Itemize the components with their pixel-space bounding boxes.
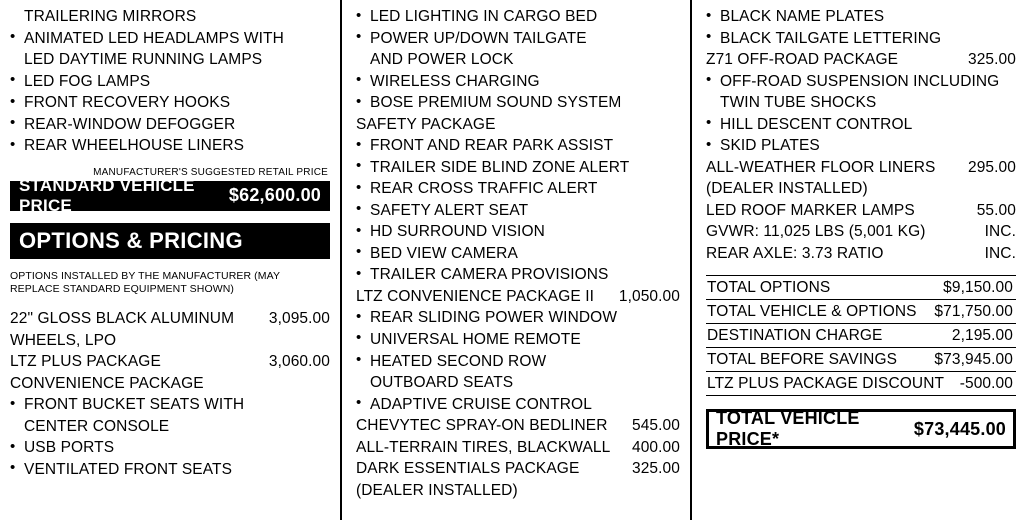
option-price: 400.00 — [631, 438, 680, 456]
option-price-row-inner — [10, 351, 330, 373]
option-line: • FRONT AND REAR PARK ASSIST — [356, 135, 680, 157]
total-row-label: TOTAL OPTIONS — [707, 278, 831, 296]
option-name: REAR AXLE: 3.73 RATIO — [706, 244, 884, 262]
option-price-row — [10, 308, 330, 330]
option-line: CENTER CONSOLE — [24, 417, 170, 435]
total-row-value: 2,195.00 — [951, 326, 1013, 344]
left-column — [0, 0, 340, 520]
option-line: • WIRELESS CHARGING — [356, 71, 680, 93]
option-price: 325.00 — [967, 51, 1016, 69]
total-row-value: $9,150.00 — [943, 278, 1013, 296]
option-price: 55.00 — [976, 201, 1016, 219]
right-column — [690, 0, 1024, 520]
option-price-row — [356, 415, 680, 437]
standard-vehicle-price-label: STANDARD VEHICLE PRICE — [19, 175, 195, 215]
option-line: • REAR CROSS TRAFFIC ALERT — [356, 178, 680, 200]
option-line: • TRAILER CAMERA PROVISIONS — [356, 264, 680, 286]
standard-equipment-list — [10, 6, 330, 157]
total-vehicle-price-value: $73,445.00 — [913, 418, 1006, 439]
option-line: WHEELS, LPO — [10, 331, 117, 349]
option-line: TRAILERING MIRRORS — [24, 8, 197, 25]
option-price-row-inner — [706, 49, 1016, 71]
option-line: (DEALER INSTALLED) — [356, 481, 518, 499]
option-name: ALL-TERRAIN TIRES, BLACKWALL — [356, 438, 611, 456]
option-line: • REAR SLIDING POWER WINDOW — [356, 307, 680, 329]
option-name: GVWR: 11,025 LBS (5,001 KG) — [706, 223, 926, 241]
totals-table — [706, 275, 1016, 396]
option-line: AND POWER LOCK — [370, 51, 514, 69]
option-price-row-inner — [10, 308, 330, 330]
option-name: CHEVYTEC SPRAY-ON BEDLINER — [356, 417, 608, 435]
option-line: SAFETY PACKAGE — [356, 115, 496, 133]
option-line: • ADAPTIVE CRUISE CONTROL — [356, 394, 680, 416]
option-name: LED ROOF MARKER LAMPS — [706, 201, 915, 219]
left-options-list — [10, 308, 330, 480]
option-name: Z71 OFF-ROAD PACKAGE — [706, 51, 899, 69]
total-row-label: DESTINATION CHARGE — [707, 326, 883, 344]
option-line: OUTBOARD SEATS — [370, 374, 514, 392]
option-line: • REAR-WINDOW DEFOGGER — [10, 114, 330, 136]
total-row — [706, 324, 1016, 348]
total-row-value: -500.00 — [959, 374, 1013, 392]
option-line: • LED FOG LAMPS — [10, 71, 330, 93]
total-row — [706, 276, 1016, 300]
option-price-row — [706, 200, 1016, 222]
option-line: • FRONT BUCKET SEATS WITH — [10, 394, 330, 416]
total-row — [706, 300, 1016, 324]
option-price: 3,095.00 — [268, 310, 330, 327]
option-price-row-inner — [356, 458, 680, 480]
options-pricing-heading-label: OPTIONS & PRICING — [19, 227, 243, 253]
option-price: 1,050.00 — [618, 287, 680, 305]
option-price-row-inner — [356, 286, 680, 308]
total-row — [706, 348, 1016, 372]
total-vehicle-price-label: TOTAL VEHICLE PRICE* — [716, 408, 860, 450]
option-line: • OFF-ROAD SUSPENSION INCLUDING — [706, 71, 1016, 93]
option-line: LED DAYTIME RUNNING LAMPS — [24, 51, 263, 69]
option-line: • FRONT RECOVERY HOOKS — [10, 92, 330, 114]
option-line: • BOSE PREMIUM SOUND SYSTEM — [356, 92, 680, 114]
option-price-row — [356, 458, 680, 480]
option-price-row — [706, 243, 1016, 265]
option-price-row — [706, 221, 1016, 243]
option-line: • VENTILATED FRONT SEATS — [10, 459, 330, 481]
option-price: 3,060.00 — [268, 353, 330, 371]
option-price: 545.00 — [631, 417, 680, 435]
option-line: • HEATED SECOND ROW — [356, 351, 680, 373]
option-line: • HILL DESCENT CONTROL — [706, 114, 1016, 136]
options-installed-note: OPTIONS INSTALLED BY THE MANUFACTURER (MAY REPLACE STANDARD EQUIPMENT SHOWN) — [10, 269, 280, 296]
option-price-row-inner — [706, 243, 1016, 265]
option-price-row — [356, 286, 680, 308]
option-line: • BED VIEW CAMERA — [356, 243, 680, 265]
option-line: (DEALER INSTALLED) — [706, 180, 868, 198]
option-line: • SAFETY ALERT SEAT — [356, 200, 680, 222]
total-row-label: LTZ PLUS PACKAGE DISCOUNT — [707, 374, 945, 392]
option-price: INC. — [984, 223, 1016, 241]
msrp-label: MANUFACTURER'S SUGGESTED RETAIL PRICE — [93, 166, 328, 178]
standard-vehicle-price-bar — [10, 175, 330, 215]
right-options-list — [706, 6, 1016, 264]
total-row-value: $71,750.00 — [934, 302, 1013, 320]
total-row-label: TOTAL BEFORE SAVINGS — [707, 350, 898, 368]
option-line: • USB PORTS — [10, 437, 330, 459]
option-line: CONVENIENCE PACKAGE — [10, 374, 204, 392]
option-line: • POWER UP/DOWN TAILGATE — [356, 28, 680, 50]
total-vehicle-price-box — [706, 409, 1016, 449]
option-line: • ANIMATED LED HEADLAMPS WITH — [10, 28, 330, 50]
option-line: • BLACK TAILGATE LETTERING — [706, 28, 1016, 50]
option-name: 22" GLOSS BLACK ALUMINUM — [10, 310, 235, 327]
option-price-row-inner — [706, 200, 1016, 222]
option-price-row-inner — [356, 437, 680, 459]
middle-options-list — [356, 6, 680, 501]
option-line: • REAR WHEELHOUSE LINERS — [10, 135, 330, 157]
option-line: • LED LIGHTING IN CARGO BED — [356, 6, 680, 28]
total-row-label: TOTAL VEHICLE & OPTIONS — [707, 302, 917, 320]
option-price: 295.00 — [967, 158, 1016, 176]
total-row-value: $73,945.00 — [934, 350, 1013, 368]
option-line: • TRAILER SIDE BLIND ZONE ALERT — [356, 157, 680, 179]
total-row — [706, 372, 1016, 396]
option-line: • BLACK NAME PLATES — [706, 6, 1016, 28]
option-price-row-inner — [706, 157, 1016, 179]
option-name: LTZ CONVENIENCE PACKAGE II — [356, 287, 595, 305]
option-price-row — [706, 49, 1016, 71]
option-name: ALL-WEATHER FLOOR LINERS — [706, 158, 936, 176]
option-price: INC. — [984, 244, 1016, 262]
standard-vehicle-price-value: $62,600.00 — [228, 185, 321, 206]
option-price-row — [706, 157, 1016, 179]
options-pricing-heading — [10, 223, 330, 259]
option-line: • HD SURROUND VISION — [356, 221, 680, 243]
option-name: DARK ESSENTIALS PACKAGE — [356, 460, 580, 478]
option-price-row — [356, 437, 680, 459]
option-line: • UNIVERSAL HOME REMOTE — [356, 329, 680, 351]
option-price: 325.00 — [631, 460, 680, 478]
option-name: LTZ PLUS PACKAGE — [10, 353, 161, 371]
option-price-row-inner — [706, 221, 1016, 243]
option-line: TWIN TUBE SHOCKS — [720, 94, 877, 112]
option-price-row — [10, 351, 330, 373]
option-line: • SKID PLATES — [706, 135, 1016, 157]
option-price-row-inner — [356, 415, 680, 437]
middle-column — [340, 0, 690, 520]
